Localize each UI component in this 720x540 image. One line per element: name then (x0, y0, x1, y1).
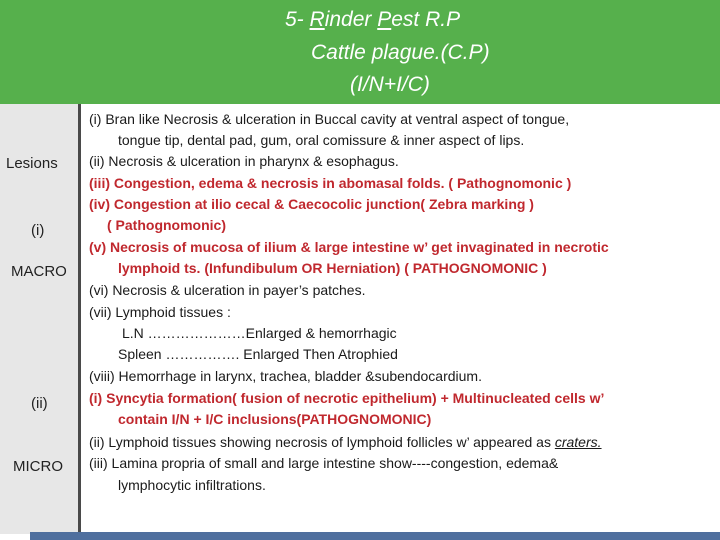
micro-line-5: lymphocytic infiltrations. (118, 477, 266, 493)
macro-line-5: (iv) Congestion at ilio cecal & Caecocolic junction( Zebra marking ) (89, 196, 534, 212)
bottom-accent-bar (30, 532, 720, 540)
title-line-1 (285, 8, 460, 32)
micro-line-3-text: (ii) Lymphoid tissues showing necrosis of lymphoid follicles w’ appeared as (89, 434, 555, 450)
micro-line-3 (89, 433, 602, 451)
title-number: 5- (285, 8, 310, 31)
title-initial-r: R (309, 8, 325, 31)
macro-line-4: (iii) Congestion, edema & necrosis in abomasal folds. ( Pathognomonic ) (89, 175, 572, 191)
macro-line-2: tongue tip, dental pad, gum, oral comissure & inner aspect of lips. (118, 132, 525, 148)
section-ii-label: (ii) (31, 395, 48, 412)
micro-label: MICRO (13, 458, 63, 475)
title-initial-p: P (377, 8, 392, 31)
macro-line-1: (i) Bran like Necrosis & ulceration in Buccal cavity at ventral aspect of tongue, (89, 111, 570, 127)
macro-line-10: (vii) Lymphoid tissues : (89, 304, 231, 320)
macro-line-3: (ii) Necrosis & ulceration in pharynx & esophagus. (89, 153, 399, 169)
title-word-est: est R.P (391, 8, 461, 31)
macro-line-6: ( Pathognomonic) (107, 217, 226, 233)
craters-term: craters. (554, 434, 602, 450)
title-line-3: (I/N+I/C) (350, 73, 430, 96)
macro-line-9: (vi) Necrosis & ulceration in payer’s patches. (89, 282, 366, 298)
section-i-label: (i) (31, 222, 45, 239)
macro-line-7: (v) Necrosis of mucosa of ilium & large intestine w’ get invaginated in necrotic (89, 239, 609, 255)
lesions-label: Lesions (6, 155, 58, 172)
title-line-2: Cattle plague.(C.P) (311, 41, 490, 64)
micro-line-2: contain I/N + I/C inclusions(PATHOGNOMONIC) (118, 411, 432, 427)
macro-line-8: lymphoid ts. (Infundibulum OR Herniation) ( PATHOGNOMONIC ) (118, 260, 547, 276)
title-word-inder: inder (324, 8, 378, 31)
micro-line-4: (iii) Lamina propria of small and large intestine show----congestion, edema& (89, 455, 559, 471)
micro-line-1: (i) Syncytia formation( fusion of necrotic epithelium) + Multinucleated cells w’ (89, 390, 605, 406)
macro-line-11: L.N …………………Enlarged & hemorrhagic (122, 325, 397, 341)
macro-line-13: (viii) Hemorrhage in larynx, trachea, bladder &subendocardium. (89, 368, 482, 384)
vertical-divider (78, 104, 81, 532)
macro-label: MACRO (11, 263, 67, 280)
macro-line-12: Spleen ……………. Enlarged Then Atrophied (118, 346, 398, 362)
